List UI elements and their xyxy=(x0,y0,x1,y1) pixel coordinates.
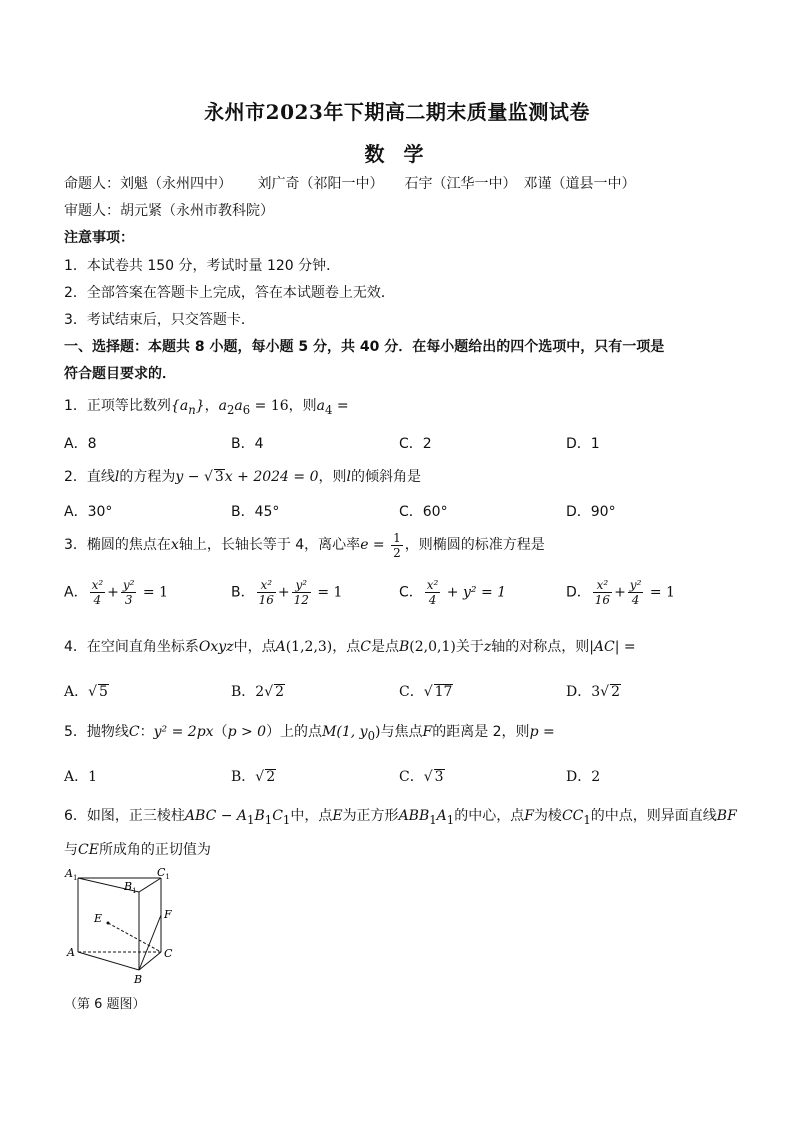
prism-figure xyxy=(64,866,184,995)
label-b1: $B_1$ xyxy=(124,880,137,895)
q5-option-b: B．√ 2 xyxy=(231,769,276,785)
label-b: B xyxy=(134,973,143,986)
section-heading-line-1: 一、选择题：本题共 8 小题，每小题 5 分，共 40 分．在每小题给出的四个选项中，只有一项是 xyxy=(64,339,665,355)
edge-b1-c1 xyxy=(139,878,161,892)
q5-option-d: D．2 xyxy=(566,769,601,785)
label-e: E xyxy=(94,912,103,925)
q3-option-a: A． $\frac{\text{x²}}{4}$ + $\frac{\text{y²}}{3}$ = 1 xyxy=(64,578,169,607)
q1-option-b: B．4 xyxy=(231,436,264,452)
authors-line-1: 命题人：刘魁（永州四中） 刘广奇（祁阳一中） 石宇（江华一中） 邓谨（道县一中） xyxy=(64,176,636,192)
q2-option-b: B．45° xyxy=(231,504,280,520)
label-a: A xyxy=(67,946,75,959)
segment-ce-dashed xyxy=(108,923,161,952)
notice-item-1: 1．本试卷共 150 分，考试时量 120 分钟． xyxy=(64,258,341,274)
q4-option-a: A．√ 5 xyxy=(64,684,108,700)
exam-title: 永州市2023年下期高二期末质量监测试卷 xyxy=(204,100,590,124)
reviewer-line: 审题人：胡元紧（永州市教科院） xyxy=(64,203,274,219)
q5-option-a: A．1 xyxy=(64,769,98,785)
q2-option-c: C．60° xyxy=(399,504,448,520)
q3-option-b: B． $\frac{\text{x²}}{16}$ + $\frac{\text{y²}}{12}$ = 1 xyxy=(231,578,343,607)
q1-option-a: A．8 xyxy=(64,436,97,452)
q2-option-a: A．30° xyxy=(64,504,113,520)
notice-item-3: 3．考试结束后，只交答题卡． xyxy=(64,312,255,328)
section-heading-line-2: 符合题目要求的． xyxy=(64,366,176,382)
question-1-stem: 1．正项等比数列$\{a_n\}$，$a_2a_6 = 16$，则$a_4$ = xyxy=(64,398,349,417)
q3-option-c: C． $\frac{\text{x²}}{4}$ + y² = 1 xyxy=(399,578,507,607)
q5-option-c: C．√ 3 xyxy=(399,769,444,785)
segment-bf xyxy=(139,915,161,970)
q1-option-c: C．2 xyxy=(399,436,432,452)
q1-option-d: D．1 xyxy=(566,436,600,452)
label-c: C xyxy=(164,947,173,960)
notice-heading: 注意事项： xyxy=(64,230,134,246)
q4-option-d: D．3√ 2 xyxy=(566,684,620,700)
question-6-stem-line-1: 6．如图，正三棱柱ABC − $A_1B_1C_1$中，点E为正方形$ABB_1A_1$的中心，点F为棱$CC_1$的中点，则异面直线BF xyxy=(64,808,737,827)
notice-item-2: 2．全部答案在答题卡上完成，答在本试题卷上无效． xyxy=(64,285,395,301)
question-6-stem-line-2: 与CE所成角的正切值为 xyxy=(64,842,211,858)
label-a1: $A_1$ xyxy=(65,867,78,882)
question-4-stem: 4．在空间直角坐标系Oxyz中，点A(1,2,3)，点C是点B(2,0,1)关于z轴的对称点，则|AC| = xyxy=(64,639,636,655)
q4-option-b: B．2√ 2 xyxy=(231,684,285,700)
label-c1: $C_1$ xyxy=(157,866,170,881)
label-f: F xyxy=(164,908,172,921)
triangular-prism-diagram xyxy=(64,866,184,991)
q4-option-c: C．√ 17 xyxy=(399,684,453,700)
q3-option-d: D． $\frac{\text{x²}}{16}$ + $\frac{\text{y²}}{4}$ = 1 xyxy=(566,578,675,607)
figure-caption: （第 6 题图） xyxy=(64,997,146,1012)
q2-option-d: D．90° xyxy=(566,504,616,520)
question-2-stem: 2．直线l的方程为y − √ 3x + 2024 = 0，则l的倾斜角是 xyxy=(64,469,421,485)
exam-subject: 数 学 xyxy=(364,142,430,166)
point-e-dot xyxy=(107,922,110,925)
question-3-stem: 3．椭圆的焦点在x轴上，长轴长等于 4，离心率e = $\frac{1}{2}$ ，则椭圆的标准方程是 xyxy=(64,530,545,560)
question-5-stem: 5．抛物线C：y² = 2px（p > 0）上的点M(1, $y_0$)与焦点F的距离是 2，则p = xyxy=(64,724,555,743)
edge-a-b xyxy=(78,952,139,970)
